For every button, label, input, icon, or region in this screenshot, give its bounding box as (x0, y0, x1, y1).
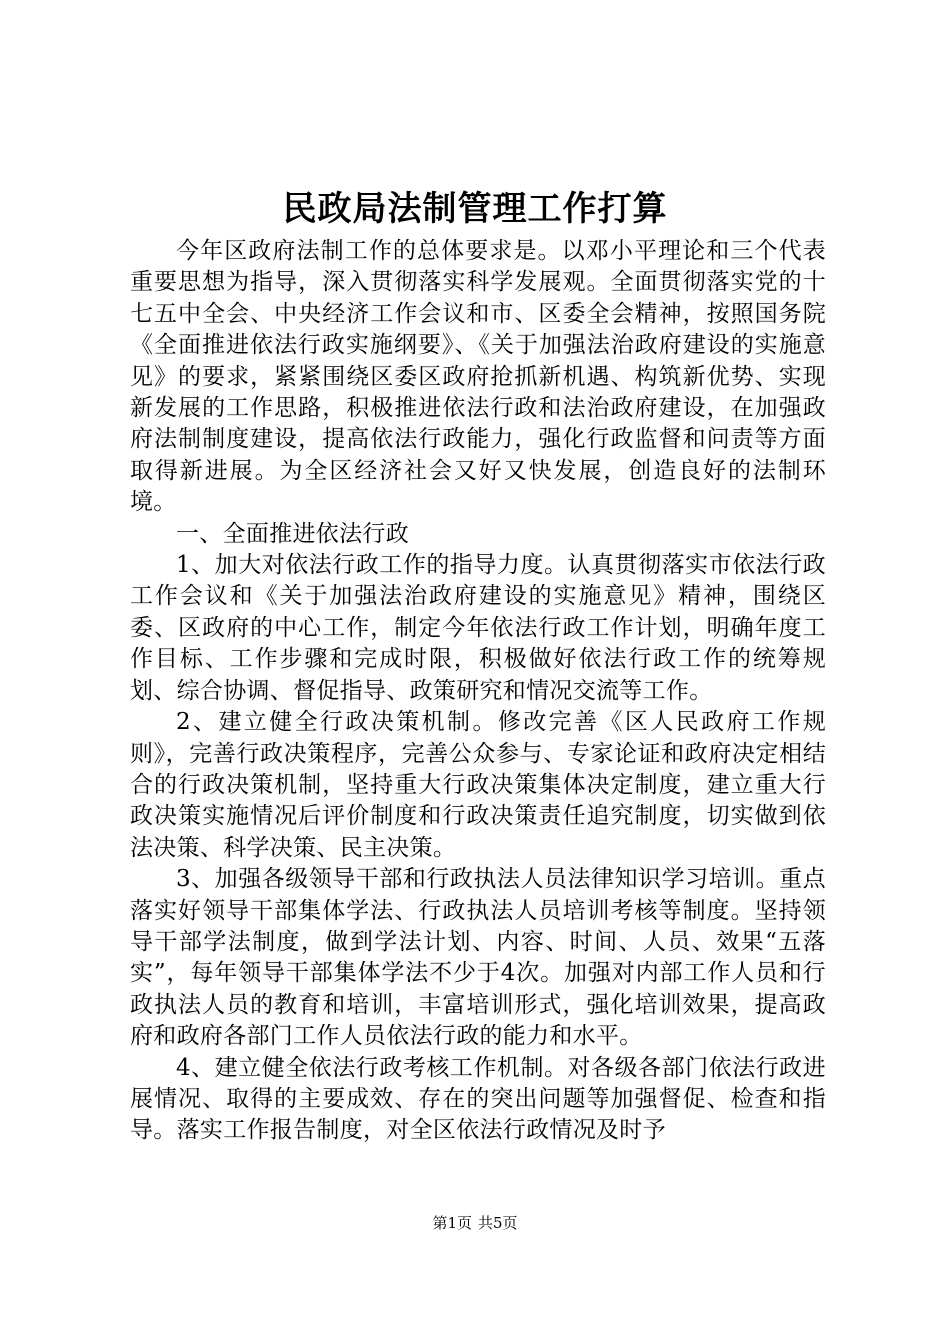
section-heading-1: 一、全面推进依法行政 (176, 520, 409, 547)
paragraph-item-2: 2、建立健全行政决策机制。修改完善《区人民政府工作规则》，完善行政决策程序，完善公众参与、专家论证和政府决定相结合的行政决策机制，坚持重大行政决策集体决定制度，建立重大行政决策实施情况后评价制度和行政决策责任追究制度，切实做到依法决策、科学决策、民主决策。 (130, 709, 826, 861)
paragraph-item-3: 3、加强各级领导干部和行政执法人员法律知识学习培训。重点落实好领导干部集体学法、行政执法人员培训考核等制度。坚持领导干部学法制度，做到学法计划、内容、时间、人员、效果“五落实”，每年领导干部集体学法不少于4次。加强对内部工作人员和行政执法人员的教育和培训，丰富培训形式，强化培训效果，提高政府和政府各部门工作人员依法行政的能力和水平。 (130, 866, 826, 1050)
page-footer (0, 1212, 950, 1234)
page-number: 第1页 (432, 1214, 472, 1232)
page-total: 共5页 (478, 1214, 518, 1232)
document-title: 民政局法制管理工作打算 (282, 189, 668, 229)
paragraph-item-4: 4、建立健全依法行政考核工作机制。对各级各部门依法行政进展情况、取得的主要成效、存在的突出问题等加强督促、检查和指导。落实工作报告制度，对全区依法行政情况及时予 (130, 1054, 826, 1144)
document-body (130, 236, 826, 1147)
paragraph-item-1: 1、加大对依法行政工作的指导力度。认真贯彻落实市依法行政工作会议和《关于加强法治政府建设的实施意见》精神，围绕区委、区政府的中心工作，制定今年依法行政工作计划，明确年度工作目标、工作步骤和完成时限，积极做好依法行政工作的统筹规划、综合协调、督促指导、政策研究和情况交流等工作。 (130, 552, 826, 704)
paragraph-intro: 今年区政府法制工作的总体要求是。以邓小平理论和三个代表重要思想为指导，深入贯彻落实科学发展观。全面贯彻落实党的十七五中全会、中央经济工作会议和市、区委全会精神，按照国务院《全面推进依法行政实施纲要》、《关于加强法治政府建设的实施意见》的要求，紧紧围绕区委区政府抢抓新机遇、构筑新优势、实现新发展的工作思路，积极推进依法行政和法治政府建设，在加强政府法制制度建设，提高依法行政能力，强化行政监督和问责等方面取得新进展。为全区经济社会又好又快发展，创造良好的法制环境。 (130, 238, 826, 516)
